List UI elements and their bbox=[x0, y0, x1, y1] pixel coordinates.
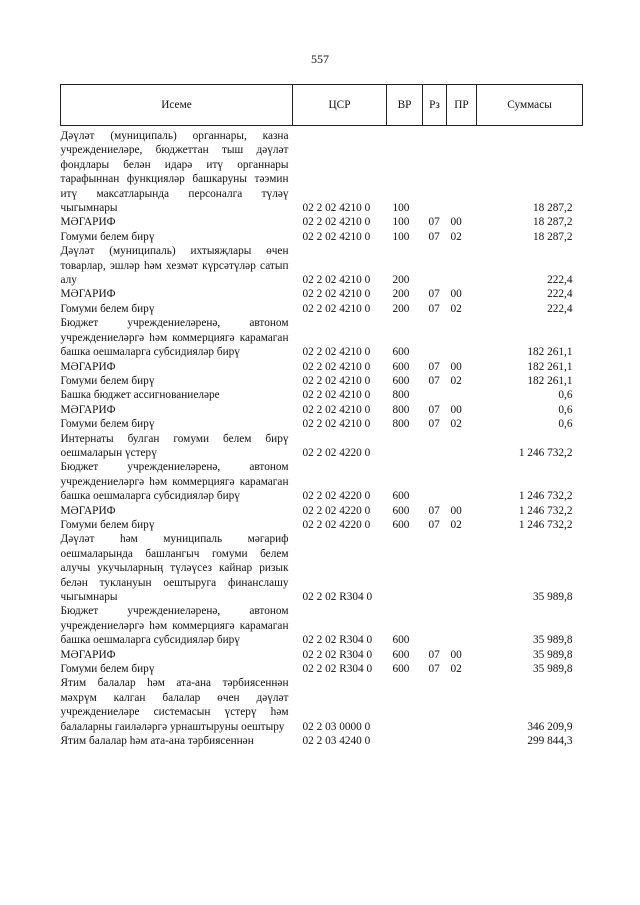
cell-rz: 07 bbox=[428, 216, 440, 229]
cell-vr: 600 bbox=[392, 374, 410, 387]
table-row bbox=[61, 244, 583, 287]
budget-table bbox=[60, 84, 583, 748]
cell-vr: 200 bbox=[392, 288, 410, 301]
cell-vr: 600 bbox=[392, 634, 410, 647]
cell-vr bbox=[387, 734, 423, 748]
cell-name bbox=[61, 518, 293, 532]
cell-name bbox=[61, 676, 293, 734]
cell-sum: 182 261,1 bbox=[527, 374, 573, 387]
cell-rz bbox=[423, 126, 447, 216]
cell-name bbox=[61, 287, 293, 301]
table-row bbox=[61, 403, 583, 417]
cell-vr: 600 bbox=[392, 490, 410, 503]
table-row bbox=[61, 374, 583, 388]
cell-name bbox=[61, 388, 293, 402]
cell-csr: 02 2 02 4210 0 bbox=[302, 346, 371, 359]
cell-sum: 222,4 bbox=[547, 288, 573, 301]
cell-rz bbox=[423, 604, 447, 647]
cell-vr: 200 bbox=[392, 274, 410, 287]
cell-pr bbox=[447, 388, 477, 402]
row-name-text: Бюджет учреждениеләренә, автоном учреждениеләргә һәм коммерциягә карамаган башка оешмаларга субсидияләр бирү bbox=[60, 605, 289, 647]
cell-sum: 0,6 bbox=[558, 403, 573, 416]
cell-sum: 182 261,1 bbox=[527, 360, 573, 373]
cell-csr: 02 2 02 4210 0 bbox=[302, 360, 371, 373]
cell-rz bbox=[423, 388, 447, 402]
cell-rz: 07 bbox=[428, 230, 440, 243]
cell-name bbox=[61, 460, 293, 503]
cell-name bbox=[61, 374, 293, 388]
cell-sum: 222,4 bbox=[547, 302, 573, 315]
row-name-text: Башка бюджет ассигнованиеләре bbox=[60, 389, 220, 402]
cell-name bbox=[61, 230, 293, 244]
header-vr: ВР bbox=[387, 85, 423, 126]
cell-sum: 0,6 bbox=[558, 389, 573, 402]
cell-csr: 02 2 02 4220 0 bbox=[302, 490, 371, 503]
cell-sum: 346 209,9 bbox=[527, 720, 573, 733]
cell-csr: 02 2 02 4210 0 bbox=[302, 288, 371, 301]
row-name-text: Ятим балалар һәм ата-ана тәрбиясеннән bbox=[60, 735, 254, 748]
cell-pr: 02 bbox=[450, 374, 462, 387]
cell-sum: 182 261,1 bbox=[527, 346, 573, 359]
table-row bbox=[61, 126, 583, 216]
cell-pr: 02 bbox=[450, 518, 462, 531]
table-row bbox=[61, 648, 583, 662]
page-number: 557 bbox=[311, 52, 329, 66]
row-name-text: Дәүләт (муниципаль) ихтыяҗлары өчен товарлар, эшләр һәм хезмәт күрсәтүләр сатып алу bbox=[60, 245, 289, 287]
row-name-text: МӘГАРИФ bbox=[60, 403, 116, 416]
row-name-text: Гомуми белем бирү bbox=[60, 302, 155, 315]
cell-pr: 02 bbox=[450, 663, 462, 676]
cell-rz bbox=[423, 432, 447, 461]
table-body bbox=[61, 126, 583, 749]
cell-vr: 600 bbox=[392, 360, 410, 373]
header-name: Исеме bbox=[61, 85, 293, 126]
cell-name bbox=[61, 662, 293, 676]
row-name-text: Интернаты булган гомуми белем бирү оешмаларын үстерү bbox=[60, 432, 289, 459]
row-name-text: МӘГАРИФ bbox=[60, 648, 116, 661]
cell-sum: 35 989,8 bbox=[532, 634, 573, 647]
table-row bbox=[61, 662, 583, 676]
cell-name bbox=[61, 648, 293, 662]
cell-vr: 800 bbox=[392, 418, 410, 431]
cell-rz: 07 bbox=[428, 360, 440, 373]
cell-csr: 02 2 02 4210 0 bbox=[302, 418, 371, 431]
cell-rz: 07 bbox=[428, 518, 440, 531]
cell-sum: 222,4 bbox=[547, 274, 573, 287]
table-row bbox=[61, 532, 583, 604]
cell-pr bbox=[447, 604, 477, 647]
cell-rz: 07 bbox=[428, 374, 440, 387]
row-name-text: Гомуми белем бирү bbox=[60, 418, 155, 431]
cell-vr: 600 bbox=[392, 504, 410, 517]
cell-rz bbox=[423, 316, 447, 359]
cell-vr: 600 bbox=[392, 648, 410, 661]
table-row bbox=[61, 230, 583, 244]
cell-pr bbox=[447, 676, 477, 734]
cell-name bbox=[61, 532, 293, 604]
cell-csr: 02 2 02 4210 0 bbox=[302, 374, 371, 387]
cell-csr: 02 2 02 4210 0 bbox=[302, 230, 371, 243]
cell-csr: 02 2 02 4210 0 bbox=[302, 202, 371, 215]
cell-sum: 1 246 732,2 bbox=[518, 504, 573, 517]
cell-sum: 18 287,2 bbox=[532, 216, 573, 229]
row-name-text: Дәүләт (муниципаль) органнары, казна учреждениеләре, бюджеттан тыш дәүләт фондлары белән идарә итү органнары тарафыннан функцияләр башкаруны тәэмин итү максатларында персоналга түләү чыгымнары bbox=[60, 130, 289, 215]
cell-vr: 100 bbox=[392, 230, 410, 243]
cell-csr: 02 2 02 4220 0 bbox=[302, 504, 371, 517]
table-row bbox=[61, 388, 583, 402]
cell-name bbox=[61, 244, 293, 287]
cell-vr: 800 bbox=[392, 403, 410, 416]
cell-csr: 02 2 02 4210 0 bbox=[302, 389, 371, 402]
cell-vr bbox=[387, 432, 423, 461]
cell-pr bbox=[447, 734, 477, 748]
cell-vr: 100 bbox=[392, 216, 410, 229]
cell-sum: 0,6 bbox=[558, 418, 573, 431]
table-row bbox=[61, 518, 583, 532]
cell-pr bbox=[447, 316, 477, 359]
cell-rz: 07 bbox=[428, 302, 440, 315]
cell-name bbox=[61, 432, 293, 461]
cell-sum: 35 989,8 bbox=[532, 663, 573, 676]
cell-name bbox=[61, 302, 293, 316]
cell-rz bbox=[423, 676, 447, 734]
row-name-text: Гомуми белем бирү bbox=[60, 518, 155, 531]
header-rz: Рз bbox=[423, 85, 447, 126]
cell-csr: 02 2 02 4210 0 bbox=[302, 274, 371, 287]
cell-vr: 600 bbox=[392, 518, 410, 531]
cell-rz bbox=[423, 734, 447, 748]
cell-name bbox=[61, 403, 293, 417]
cell-rz: 07 bbox=[428, 403, 440, 416]
cell-rz: 07 bbox=[428, 418, 440, 431]
table-row bbox=[61, 302, 583, 316]
cell-pr: 02 bbox=[450, 230, 462, 243]
row-name-text: Гомуми белем бирү bbox=[60, 374, 155, 387]
row-name-text: Гомуми белем бирү bbox=[60, 663, 155, 676]
cell-vr: 200 bbox=[392, 302, 410, 315]
cell-vr: 600 bbox=[392, 663, 410, 676]
cell-name bbox=[61, 417, 293, 431]
cell-csr: 02 2 03 0000 0 bbox=[302, 720, 371, 733]
row-name-text: МӘГАРИФ bbox=[60, 288, 116, 301]
cell-pr bbox=[447, 460, 477, 503]
cell-vr: 600 bbox=[392, 346, 410, 359]
cell-pr: 00 bbox=[450, 360, 462, 373]
table-header bbox=[61, 85, 583, 126]
cell-pr: 00 bbox=[450, 648, 462, 661]
cell-name bbox=[61, 360, 293, 374]
row-name-text: МӘГАРИФ bbox=[60, 504, 116, 517]
cell-sum: 18 287,2 bbox=[532, 202, 573, 215]
row-name-text: МӘГАРИФ bbox=[60, 216, 116, 229]
cell-pr: 00 bbox=[450, 216, 462, 229]
table-row bbox=[61, 734, 583, 748]
cell-vr: 800 bbox=[392, 389, 410, 402]
cell-csr: 02 2 03 4240 0 bbox=[302, 735, 371, 748]
cell-pr: 00 bbox=[450, 288, 462, 301]
table-row bbox=[61, 417, 583, 431]
cell-pr: 00 bbox=[450, 403, 462, 416]
cell-csr: 02 2 02 4210 0 bbox=[302, 216, 371, 229]
table-row bbox=[61, 676, 583, 734]
table-row bbox=[61, 287, 583, 301]
cell-pr bbox=[447, 432, 477, 461]
row-name-text: МӘГАРИФ bbox=[60, 360, 116, 373]
cell-name bbox=[61, 215, 293, 229]
cell-csr: 02 2 02 R304 0 bbox=[302, 591, 373, 603]
cell-rz: 07 bbox=[428, 663, 440, 676]
row-name-text: Бюджет учреждениеләренә, автоном учреждениеләргә һәм коммерциягә карамаган башка оешмаларга субсидияләр бирү bbox=[60, 461, 289, 503]
cell-vr: 100 bbox=[392, 202, 410, 215]
table-row bbox=[61, 460, 583, 503]
cell-sum: 35 989,8 bbox=[532, 591, 573, 603]
cell-rz: 07 bbox=[428, 648, 440, 661]
cell-sum: 1 246 732,2 bbox=[518, 446, 573, 459]
cell-csr: 02 2 02 4220 0 bbox=[302, 446, 371, 459]
table-row bbox=[61, 504, 583, 518]
cell-sum: 299 844,3 bbox=[527, 735, 573, 748]
header-sum: Суммасы bbox=[477, 85, 583, 126]
header-pr: ПР bbox=[447, 85, 477, 126]
row-name-text: Ятим балалар һәм ата-ана тәрбиясеннән мәхрүм калган балалар өчен дәүләт учреждениеләре системасын үстерү һәм балаларны гаиләләргә урнаштыруны оештыру bbox=[60, 677, 289, 733]
cell-name bbox=[61, 504, 293, 518]
row-name-text: Дәүләт һәм муниципаль мәгариф оешмаларында башлангыч гомуми белем алучы укучыларның түләүсез кайнар ризык белән туклануын оештыруга финанслашу чыгымнары bbox=[60, 533, 289, 603]
row-name-text: Бюджет учреждениеләренә, автоном учреждениеләргә һәм коммерциягә карамаган башка оешмаларга субсидияләр бирү bbox=[60, 317, 289, 359]
cell-sum: 1 246 732,2 bbox=[518, 490, 573, 503]
cell-name bbox=[61, 734, 293, 748]
cell-vr bbox=[387, 676, 423, 734]
header-csr: ЦСР bbox=[293, 85, 387, 126]
cell-csr: 02 2 02 4210 0 bbox=[302, 403, 371, 416]
cell-sum: 35 989,8 bbox=[532, 648, 573, 661]
table-row bbox=[61, 360, 583, 374]
cell-pr bbox=[447, 532, 477, 604]
cell-csr: 02 2 02 4210 0 bbox=[302, 302, 371, 315]
cell-rz: 07 bbox=[428, 504, 440, 517]
cell-rz bbox=[423, 244, 447, 287]
cell-pr bbox=[447, 126, 477, 216]
cell-pr: 00 bbox=[450, 504, 462, 517]
cell-csr: 02 2 02 R304 0 bbox=[302, 663, 373, 676]
cell-rz bbox=[423, 532, 447, 604]
table-row bbox=[61, 215, 583, 229]
cell-pr: 02 bbox=[450, 418, 462, 431]
row-name-text: Гомуми белем бирү bbox=[60, 230, 155, 243]
cell-csr: 02 2 02 R304 0 bbox=[302, 634, 373, 647]
cell-sum: 18 287,2 bbox=[532, 230, 573, 243]
cell-pr: 02 bbox=[450, 302, 462, 315]
cell-csr: 02 2 02 4220 0 bbox=[302, 518, 371, 531]
table-row bbox=[61, 316, 583, 359]
cell-pr bbox=[447, 244, 477, 287]
cell-sum: 1 246 732,2 bbox=[518, 518, 573, 531]
cell-rz bbox=[423, 460, 447, 503]
cell-name bbox=[61, 126, 293, 216]
table-row bbox=[61, 604, 583, 647]
cell-vr bbox=[387, 532, 423, 604]
table-row bbox=[61, 432, 583, 461]
cell-csr: 02 2 02 R304 0 bbox=[302, 648, 373, 661]
cell-name bbox=[61, 316, 293, 359]
cell-name bbox=[61, 604, 293, 647]
cell-rz: 07 bbox=[428, 288, 440, 301]
